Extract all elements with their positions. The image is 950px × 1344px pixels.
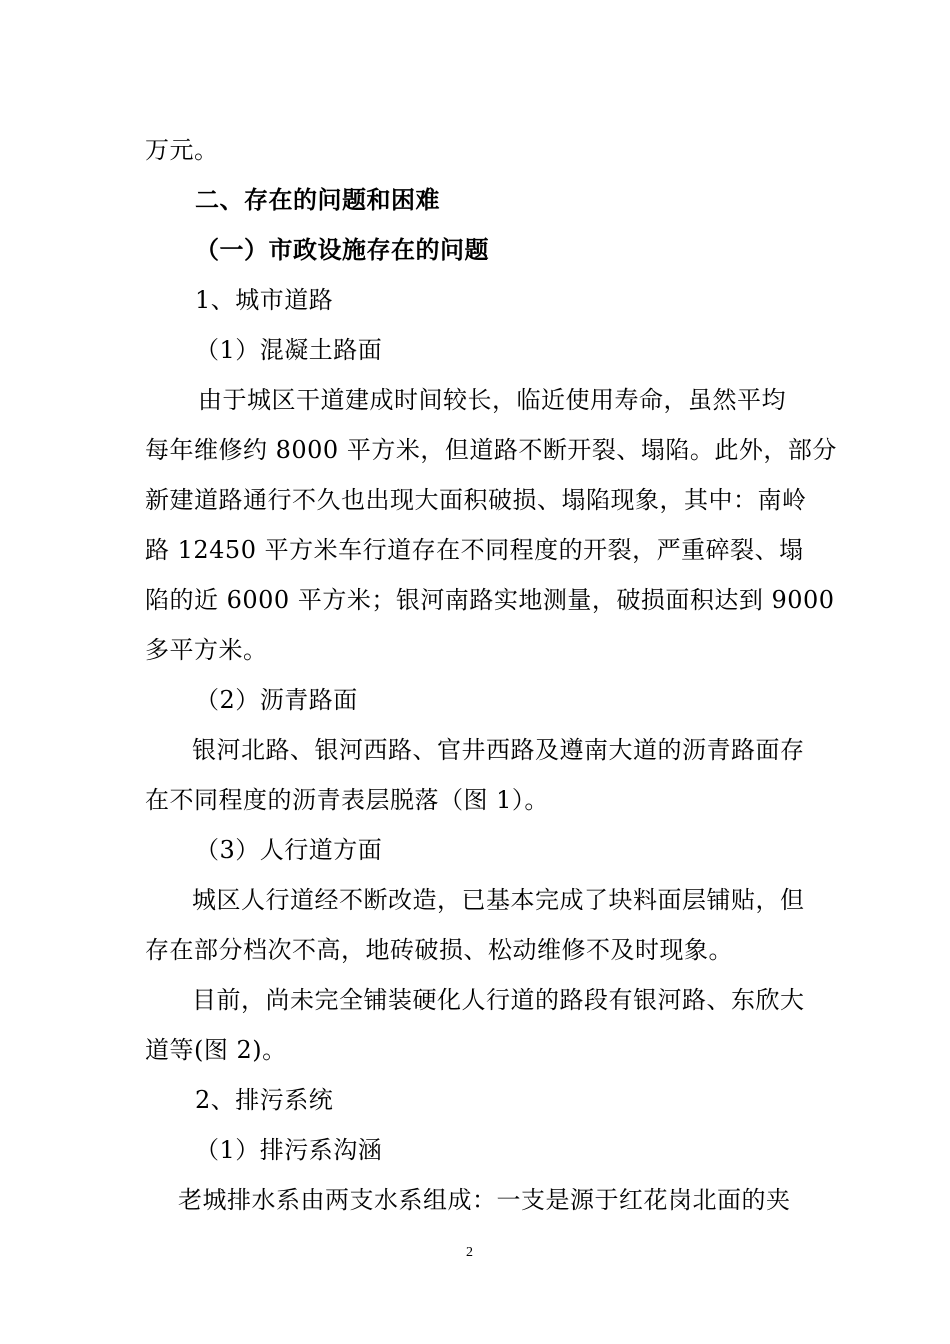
paragraph-line: 在不同程度的沥青表层脱落（图 1）。 xyxy=(145,786,549,814)
paragraph-line: 由于城区干道建成时间较长，临近使用寿命，虽然平均 xyxy=(198,386,786,414)
paragraph-line: 目前，尚未完全铺装硬化人行道的路段有银河路、东欣大 xyxy=(192,986,805,1014)
subitem-heading: （1）排污系沟涵 xyxy=(195,1136,383,1164)
subitem-heading: （2）沥青路面 xyxy=(195,686,358,714)
item-heading: 1、城市道路 xyxy=(195,286,334,314)
subsection-heading: （一）市政设施存在的问题 xyxy=(195,235,489,264)
subitem-heading: （3）人行道方面 xyxy=(195,836,383,864)
section-heading: 二、存在的问题和困难 xyxy=(195,185,440,214)
paragraph-line: 万元。 xyxy=(145,136,219,164)
paragraph-line: 银河北路、银河西路、官井西路及遵南大道的沥青路面存 xyxy=(192,736,805,764)
paragraph-line: 路 12450 平方米车行道存在不同程度的开裂，严重碎裂、塌 xyxy=(145,536,804,564)
subitem-heading: （1）混凝土路面 xyxy=(195,336,383,364)
paragraph-line: 城区人行道经不断改造，已基本完成了块料面层铺贴，但 xyxy=(192,886,805,914)
page-number: 2 xyxy=(466,1245,473,1260)
paragraph-line: 多平方米。 xyxy=(145,636,268,664)
paragraph-line: 道等(图 2)。 xyxy=(145,1036,287,1064)
paragraph-line: 老城排水系由两支水系组成：一支是源于红花岗北面的夹 xyxy=(178,1186,791,1214)
paragraph-line: 陷的近 6000 平方米；银河南路实地测量，破损面积达到 9000 xyxy=(145,586,835,614)
paragraph-line: 每年维修约 8000 平方米，但道路不断开裂、塌陷。此外，部分 xyxy=(145,436,837,464)
item-heading: 2、排污系统 xyxy=(195,1086,334,1114)
paragraph-line: 新建道路通行不久也出现大面积破损、塌陷现象，其中：南岭 xyxy=(145,486,807,514)
paragraph-line: 存在部分档次不高，地砖破损、松动维修不及时现象。 xyxy=(145,936,733,964)
